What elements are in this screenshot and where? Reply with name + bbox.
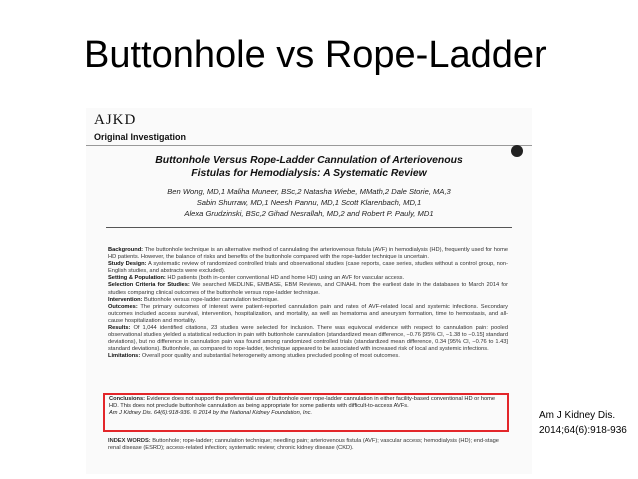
abstract-text: HD patients (both in-center conventional HD and home HD) using an AVF for vascular access. bbox=[167, 275, 405, 282]
paper-title-line: Buttonhole Versus Rope-Ladder Cannulation of Arteriovenous bbox=[155, 155, 463, 166]
abstract-text: Buttonhole versus rope-ladder cannulation technique. bbox=[144, 296, 279, 303]
abstract-text: Of 1,044 identified citations, 23 studies were selected for inclusion. There was equivocal evidence with respect to cannulation pain: pooled observational studies yielded a statistical reduction in pain with buttonhole cannulation (standardized mean difference, −0.76 [95% CI, −1.38 to −0.15] standard deviations), but no difference in cannulation pain was found among randomized controlled trials (standardized mean difference, 0.34 [95% CI, −0.76 to 1.43] standard deviations). Buttonhole, as compared to rope-ladder, technique appeared to be associated with increased risk of local and systemic infections. bbox=[108, 325, 508, 353]
abstract bbox=[108, 247, 508, 361]
abstract-heading: Outcomes: bbox=[108, 303, 138, 310]
author-line: Alexa Grudzinski, BSc,2 Gihad Nesrallah, MD,2 and Robert P. Pauly, MD1 bbox=[184, 209, 434, 218]
author-list bbox=[106, 186, 512, 219]
abstract-text: Overall poor quality and substantial heterogeneity among studies precluded pooling of most outcomes. bbox=[141, 353, 400, 360]
journal-logo: AJKD bbox=[94, 112, 137, 128]
abstract-text: The buttonhole technique is an alternative method of cannulating the arteriovenous fistula (AVF) in hemodialysis (HD), frequently used for home HD patients. However, the balance of risks and benefits of the buttonhole compared with the rope-ladder technique is uncertain. bbox=[108, 247, 508, 261]
citation-note bbox=[539, 408, 627, 438]
citation-line: 2014;64(6):918-936 bbox=[539, 425, 627, 436]
index-heading: INDEX WORDS: bbox=[108, 438, 151, 444]
abstract-paragraph bbox=[108, 282, 508, 296]
cme-badge-icon bbox=[511, 145, 523, 157]
abstract-heading: Background: bbox=[108, 247, 144, 253]
abstract-rule bbox=[106, 227, 512, 228]
slide-title: Buttonhole vs Rope-Ladder bbox=[84, 34, 547, 76]
citation-line: Am J Kidney Dis. bbox=[539, 410, 616, 421]
abstract-text: We searched MEDLINE, EMBASE, EBM Reviews, and CINAHL from the earliest date in the databases to March 2014 for studies comparing clinical outcomes of the buttonhole versus rope-ladder technique. bbox=[108, 282, 508, 296]
abstract-heading: Study Design: bbox=[108, 261, 147, 268]
conclusions-text: Evidence does not support the preferential use of buttonhole over rope-ladder cannulation in either facility-based conventional HD or home HD. This does not preclude buttonhole cannulation as being appropriate for some patients with difficult-to-access AVFs. bbox=[109, 396, 496, 409]
paper-title-line: Fistulas for Hemodialysis: A Systematic Review bbox=[191, 168, 427, 179]
conclusions-citation-text: Am J Kidney Dis. 64(6):918-936. © 2014 by the National Kidney Foundation, Inc. bbox=[109, 410, 313, 416]
abstract-heading: Limitations: bbox=[108, 353, 141, 360]
paper-title bbox=[116, 154, 502, 180]
abstract-heading: Intervention: bbox=[108, 296, 143, 303]
abstract-text: The primary outcomes of interest were patient-reported cannulation pain and rates of AVF-related local and systemic infections. Secondary outcomes included access survival, intervention, hospitalization, and mortality, as well as hematoma and aneurysm formation, time to hemostasis, and all-cause hospitalization and mortality. bbox=[108, 303, 508, 324]
abstract-text: A systematic review of randomized controlled trials and observational studies (case reports, case series, studies without a control group, non-English studies, and abstracts were excluded). bbox=[108, 261, 508, 275]
index-words bbox=[108, 438, 508, 452]
abstract-heading: Setting & Population: bbox=[108, 275, 166, 282]
index-text: Buttonhole; rope-ladder; cannulation technique; needling pain; arteriovenous fistula (AVF); vascular access; hemodialysis (HD); end-stage renal disease (ESRD); access-related infection; systematic review; chronic kidney disease (CKD). bbox=[108, 438, 499, 451]
abstract-paragraph bbox=[108, 261, 508, 275]
abstract-paragraph bbox=[108, 275, 508, 282]
abstract-paragraph bbox=[108, 304, 508, 325]
paper-image bbox=[86, 108, 532, 474]
author-line: Sabin Shurraw, MD,1 Neesh Pannu, MD,1 Scott Klarenbach, MD,1 bbox=[196, 198, 422, 207]
abstract-heading: Results: bbox=[108, 325, 131, 332]
abstract-paragraph bbox=[108, 247, 508, 261]
conclusions-heading: Conclusions: bbox=[109, 396, 146, 402]
conclusions-highlight-box bbox=[103, 393, 509, 432]
abstract-paragraph bbox=[108, 325, 508, 353]
abstract-paragraph bbox=[108, 353, 508, 360]
header-rule bbox=[86, 145, 532, 146]
abstract-paragraph bbox=[108, 297, 508, 304]
author-line: Ben Wong, MD,1 Maliha Muneer, BSc,2 Natasha Wiebe, MMath,2 Dale Storie, MA,3 bbox=[167, 187, 451, 196]
section-label: Original Investigation bbox=[94, 132, 187, 142]
abstract-heading: Selection Criteria for Studies: bbox=[108, 282, 190, 289]
